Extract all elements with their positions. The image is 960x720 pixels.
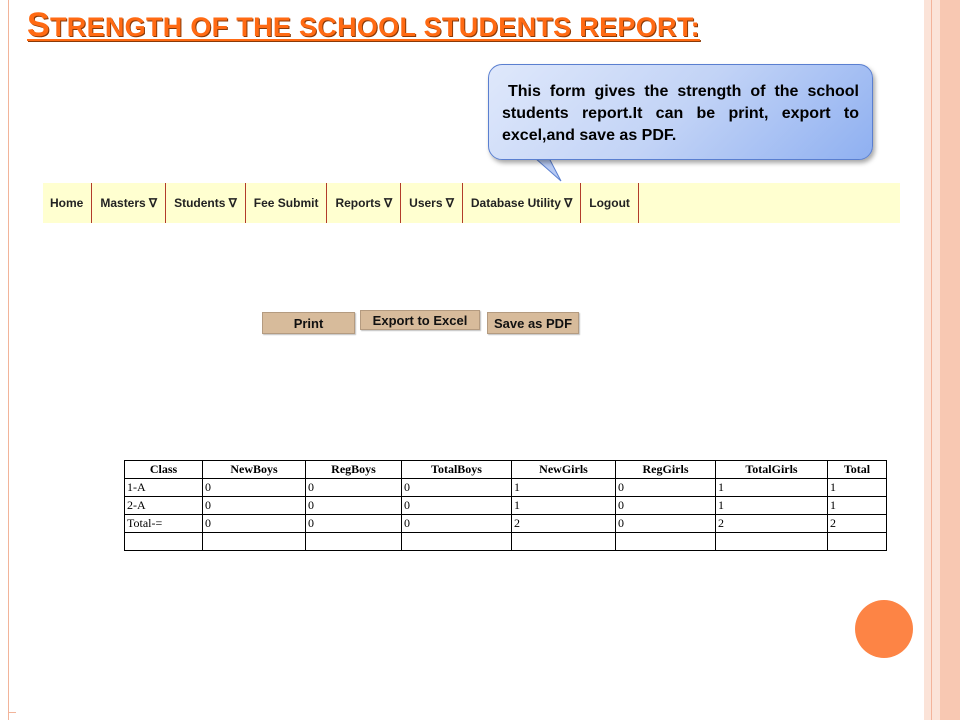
table-cell bbox=[716, 533, 828, 551]
table-row bbox=[125, 497, 887, 515]
strength-report-table bbox=[124, 460, 887, 551]
table-cell bbox=[616, 533, 716, 551]
table-cell: 0 bbox=[616, 497, 716, 515]
print-button[interactable]: Print bbox=[262, 312, 355, 334]
slide-stripe bbox=[932, 0, 940, 720]
table-cell: 0 bbox=[616, 479, 716, 497]
slide-title-rest: TRENGTH OF THE SCHOOL STUDENTS REPORT: bbox=[49, 12, 700, 42]
slide-title bbox=[27, 6, 700, 45]
nav-logout[interactable]: Logout bbox=[581, 183, 639, 223]
col-header-total: Total bbox=[828, 461, 887, 479]
table-cell bbox=[306, 533, 402, 551]
nav-masters[interactable]: Masters ∇ bbox=[92, 183, 166, 223]
nav-fee-submit[interactable]: Fee Submit bbox=[246, 183, 328, 223]
slide-border-corner bbox=[8, 712, 16, 713]
nav-database-utility[interactable]: Database Utility ∇ bbox=[463, 183, 581, 223]
col-header-newboys: NewBoys bbox=[203, 461, 306, 479]
nav-reports[interactable]: Reports ∇ bbox=[327, 183, 401, 223]
col-header-newgirls: NewGirls bbox=[512, 461, 616, 479]
col-header-reggirls: RegGirls bbox=[616, 461, 716, 479]
slide-stripe bbox=[924, 0, 931, 720]
table-cell: 0 bbox=[306, 515, 402, 533]
slide-stripe bbox=[940, 0, 960, 720]
table-cell: 0 bbox=[402, 515, 512, 533]
col-header-regboys: RegBoys bbox=[306, 461, 402, 479]
table-cell: 2 bbox=[828, 515, 887, 533]
callout-tail bbox=[527, 158, 567, 182]
table-cell: 2 bbox=[716, 515, 828, 533]
table-cell: 1 bbox=[828, 497, 887, 515]
export-excel-button[interactable]: Export to Excel bbox=[360, 310, 480, 330]
table-row bbox=[125, 479, 887, 497]
table-cell: 2-A bbox=[125, 497, 203, 515]
table-cell: 1 bbox=[828, 479, 887, 497]
table-cell: 0 bbox=[306, 497, 402, 515]
table-cell: 1 bbox=[512, 479, 616, 497]
main-nav bbox=[43, 183, 900, 223]
nav-users[interactable]: Users ∇ bbox=[401, 183, 463, 223]
table-cell: 1 bbox=[512, 497, 616, 515]
callout-text: This form gives the strength of the school students report.It can be print, export to excel,and save as PDF. bbox=[502, 83, 859, 144]
table-cell: 0 bbox=[402, 479, 512, 497]
table-cell bbox=[402, 533, 512, 551]
decorative-circle bbox=[855, 600, 913, 658]
table-header-row bbox=[125, 461, 887, 479]
table-cell bbox=[828, 533, 887, 551]
nav-home[interactable]: Home bbox=[43, 183, 92, 223]
table-cell: 1 bbox=[716, 479, 828, 497]
table-cell: 0 bbox=[203, 479, 306, 497]
col-header-totalboys: TotalBoys bbox=[402, 461, 512, 479]
table-cell: Total-= bbox=[125, 515, 203, 533]
table-cell: 1 bbox=[716, 497, 828, 515]
table-row-total bbox=[125, 515, 887, 533]
table-cell: 0 bbox=[306, 479, 402, 497]
table-cell bbox=[203, 533, 306, 551]
table-cell: 2 bbox=[512, 515, 616, 533]
table-cell bbox=[512, 533, 616, 551]
table-cell bbox=[125, 533, 203, 551]
table-cell: 0 bbox=[402, 497, 512, 515]
table-row-empty bbox=[125, 533, 887, 551]
table-cell: 0 bbox=[616, 515, 716, 533]
table-cell: 1-A bbox=[125, 479, 203, 497]
table-cell: 0 bbox=[203, 497, 306, 515]
nav-students[interactable]: Students ∇ bbox=[166, 183, 246, 223]
info-callout bbox=[488, 64, 873, 160]
save-pdf-button[interactable]: Save as PDF bbox=[487, 312, 579, 334]
slide-border-left bbox=[8, 0, 9, 720]
col-header-totalgirls: TotalGirls bbox=[716, 461, 828, 479]
col-header-class: Class bbox=[125, 461, 203, 479]
table-cell: 0 bbox=[203, 515, 306, 533]
slide-title-initial: S bbox=[27, 6, 50, 44]
